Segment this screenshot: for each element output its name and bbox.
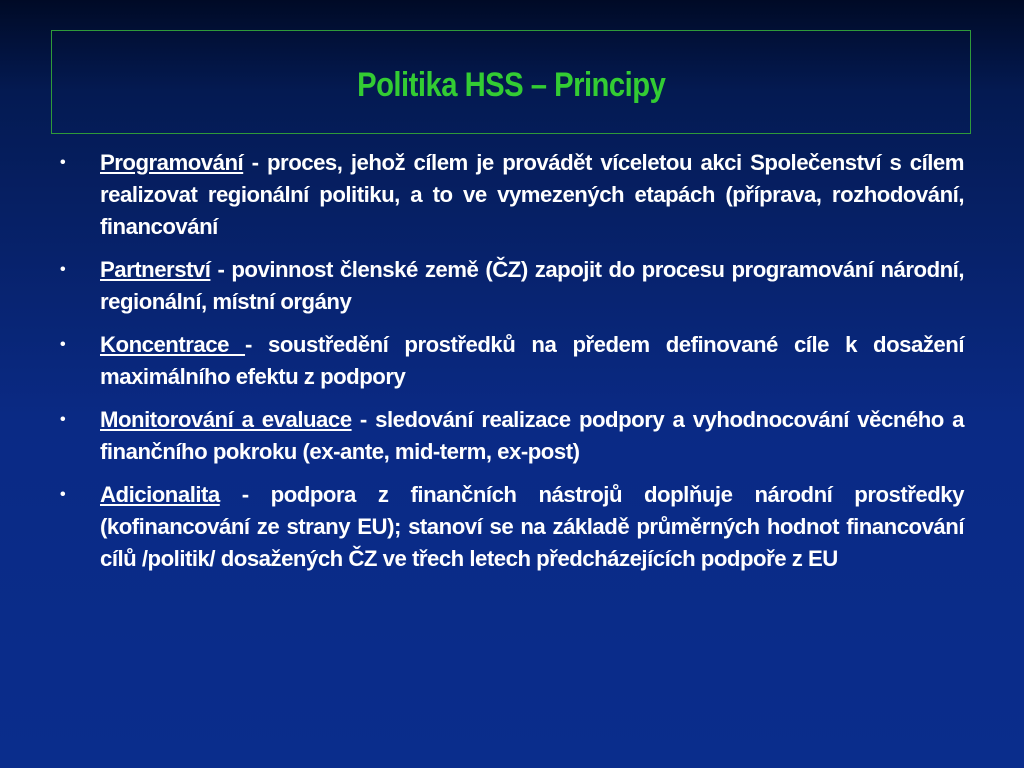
item-text: - soustředění prostředků na předem definované cíle k dosažení maximálního efektu z podpory: [100, 332, 964, 389]
item-term: Koncentrace: [100, 332, 246, 357]
list-item: [58, 329, 964, 393]
item-text: - povinnost členské země (ČZ) zapojit do procesu programování národní, regionální, místní orgány: [100, 257, 964, 314]
item-text: - proces, jehož cílem je provádět víceletou akci Společenství s cílem realizovat regionální politiku, a to ve vymezených etapách (příprava, rozhodování, financování: [100, 150, 964, 239]
list-item: [58, 479, 964, 575]
item-term: Programování: [100, 150, 244, 175]
list-item: [58, 404, 964, 468]
bullet-icon: •: [60, 411, 66, 428]
item-term: Partnerství: [100, 257, 211, 282]
list-item: [58, 254, 964, 318]
item-text: - sledování realizace podpory a vyhodnocování věcného a finančního pokroku (ex-ante, mid-term, ex-post): [100, 407, 965, 464]
bullet-icon: •: [60, 486, 66, 503]
title-box: [51, 30, 971, 134]
item-term: Monitorování a evaluace: [100, 407, 352, 432]
item-term: Adicionalita: [100, 482, 220, 507]
bullet-list: [58, 147, 964, 586]
bullet-icon: •: [60, 154, 66, 171]
bullet-icon: •: [60, 336, 66, 353]
list-item: [58, 147, 964, 243]
item-text: - podpora z finančních nástrojů doplňuje národní prostředky (kofinancování ze strany EU); stanoví se na základě průměrných hodnot financování cílů /politik/ dosažených ČZ ve třech letech předcházejících podpoře z EU: [100, 482, 964, 571]
bullet-icon: •: [60, 261, 66, 278]
slide-title: Politika HSS – Principy: [356, 65, 666, 104]
